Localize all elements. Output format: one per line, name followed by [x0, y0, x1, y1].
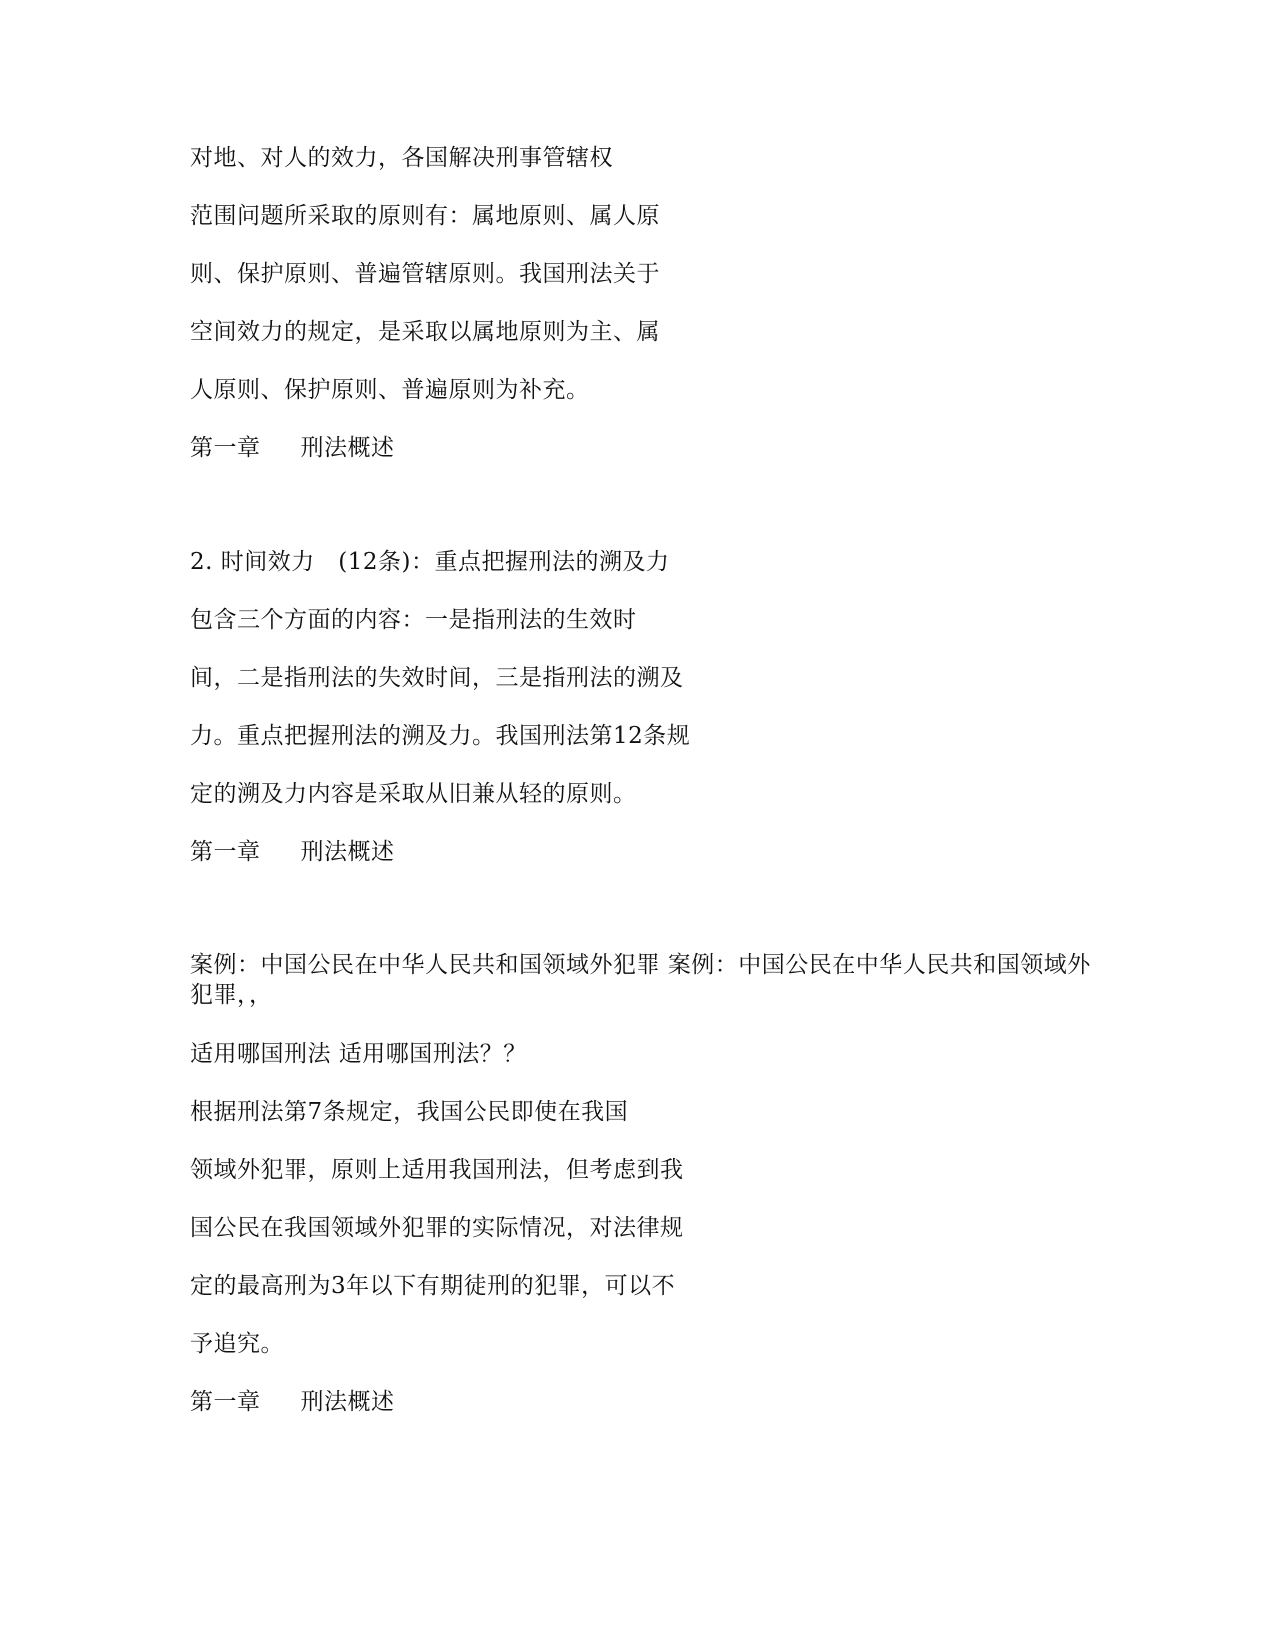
case-title: 案例：中国公民在中华人民共和国领域外犯罪 案例：中国公民在中华人民共和国领域外犯罪，， — [190, 952, 1091, 1008]
paragraph-line: 人原则、保护原则、普遍原则为补充。 — [190, 377, 590, 403]
paragraph-line: 间，二是指刑法的失效时间，三是指刑法的溯及 — [190, 665, 684, 691]
paragraph-line: 定的最高刑为3年以下有期徒刑的犯罪，可以不 — [190, 1273, 676, 1299]
paragraph-line: 则、保护原则、普遍管辖原则。我国刑法关于 — [190, 261, 660, 287]
paragraph-line: 领域外犯罪，原则上适用我国刑法，但考虑到我 — [190, 1157, 684, 1183]
paragraph-line: 力。重点把握刑法的溯及力。我国刑法第12条规 — [190, 723, 691, 749]
paragraph-line: 根据刑法第7条规定，我国公民即使在我国 — [190, 1099, 629, 1125]
chapter-number: 第一章 — [190, 839, 261, 865]
chapter-footer — [190, 433, 395, 463]
paragraph-line: 对地、对人的效力，各国解决刑事管辖权 — [190, 145, 613, 171]
chapter-footer — [190, 1387, 395, 1417]
chapter-title: 刑法概述 — [300, 1389, 395, 1415]
chapter-number: 第一章 — [190, 1389, 261, 1415]
chapter-title: 刑法概述 — [300, 839, 395, 865]
paragraph-line: 空间效力的规定，是采取以属地原则为主、属 — [190, 319, 660, 345]
chapter-number: 第一章 — [190, 435, 261, 461]
paragraph-line: 定的溯及力内容是采取从旧兼从轻的原则。 — [190, 781, 637, 807]
paragraph-line: 范围问题所采取的原则有：属地原则、属人原 — [190, 203, 660, 229]
paragraph-line: 包含三个方面的内容：一是指刑法的生效时 — [190, 607, 637, 633]
paragraph-line: 国公民在我国领域外犯罪的实际情况，对法律规 — [190, 1215, 684, 1241]
paragraph-line: 予追究。 — [190, 1331, 284, 1357]
chapter-title: 刑法概述 — [300, 435, 395, 461]
case-question: 适用哪国刑法 适用哪国刑法？？ — [190, 1041, 527, 1067]
chapter-footer — [190, 837, 395, 867]
section-heading: 2. 时间效力 (12条)：重点把握刑法的溯及力 — [190, 549, 670, 575]
